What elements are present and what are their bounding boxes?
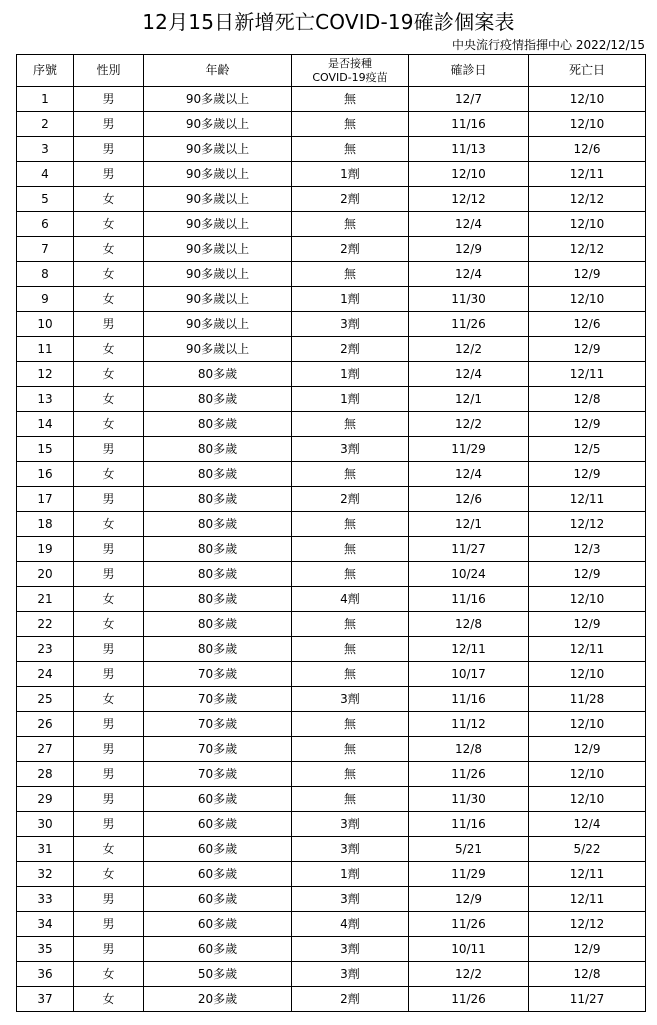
cell-seq: 24	[17, 662, 74, 687]
cell-death-date: 12/12	[529, 237, 646, 262]
cell-vaccine: 3劑	[292, 937, 409, 962]
cell-sex: 男	[74, 912, 144, 937]
table-row	[17, 562, 646, 587]
cell-vaccine: 無	[292, 412, 409, 437]
cell-sex: 男	[74, 812, 144, 837]
cell-age: 70多歲	[144, 712, 292, 737]
cell-death-date: 12/10	[529, 287, 646, 312]
cell-seq: 3	[17, 137, 74, 162]
cell-sex: 男	[74, 87, 144, 112]
cell-vaccine: 1劑	[292, 287, 409, 312]
cell-sex: 男	[74, 937, 144, 962]
cell-vaccine: 無	[292, 762, 409, 787]
cell-seq: 6	[17, 212, 74, 237]
cell-vaccine: 無	[292, 537, 409, 562]
table-row	[17, 987, 646, 1012]
cell-seq: 32	[17, 862, 74, 887]
cell-sex: 女	[74, 587, 144, 612]
cell-death-date: 12/9	[529, 337, 646, 362]
cell-seq: 4	[17, 162, 74, 187]
cell-death-date: 12/8	[529, 387, 646, 412]
cell-confirmed-date: 12/9	[409, 237, 529, 262]
cell-confirmed-date: 12/7	[409, 87, 529, 112]
cell-confirmed-date: 12/4	[409, 462, 529, 487]
table-row	[17, 587, 646, 612]
cell-seq: 28	[17, 762, 74, 787]
cell-death-date: 12/11	[529, 887, 646, 912]
document-title: 12月15日新增死亡COVID-19確診個案表	[142, 10, 515, 34]
cell-vaccine: 1劑	[292, 362, 409, 387]
table-row	[17, 862, 646, 887]
cell-death-date: 12/10	[529, 712, 646, 737]
cell-death-date: 12/10	[529, 662, 646, 687]
cell-vaccine: 無	[292, 562, 409, 587]
cell-vaccine: 2劑	[292, 337, 409, 362]
cell-death-date: 11/27	[529, 987, 646, 1012]
cell-seq: 26	[17, 712, 74, 737]
cell-sex: 女	[74, 187, 144, 212]
cell-seq: 23	[17, 637, 74, 662]
cell-sex: 男	[74, 487, 144, 512]
cell-vaccine: 3劑	[292, 837, 409, 862]
cell-age: 90多歲以上	[144, 262, 292, 287]
cell-death-date: 12/4	[529, 812, 646, 837]
cell-sex: 男	[74, 662, 144, 687]
table-row	[17, 687, 646, 712]
table-row	[17, 212, 646, 237]
table-row	[17, 162, 646, 187]
cell-confirmed-date: 11/16	[409, 112, 529, 137]
table-row	[17, 812, 646, 837]
cell-death-date: 11/28	[529, 687, 646, 712]
table-header	[17, 55, 646, 87]
cell-death-date: 12/9	[529, 462, 646, 487]
cell-confirmed-date: 11/27	[409, 537, 529, 562]
table-row	[17, 112, 646, 137]
cell-seq: 16	[17, 462, 74, 487]
cell-age: 80多歲	[144, 637, 292, 662]
cell-age: 90多歲以上	[144, 87, 292, 112]
cell-sex: 男	[74, 737, 144, 762]
cell-vaccine: 無	[292, 512, 409, 537]
table-row	[17, 462, 646, 487]
cell-sex: 女	[74, 687, 144, 712]
cell-seq: 9	[17, 287, 74, 312]
cell-death-date: 12/11	[529, 637, 646, 662]
cell-seq: 8	[17, 262, 74, 287]
table-row	[17, 312, 646, 337]
cell-vaccine: 無	[292, 462, 409, 487]
cell-age: 60多歲	[144, 862, 292, 887]
death-case-table	[16, 54, 646, 1012]
cell-confirmed-date: 11/30	[409, 787, 529, 812]
cell-death-date: 12/11	[529, 162, 646, 187]
cell-sex: 女	[74, 412, 144, 437]
cell-sex: 女	[74, 962, 144, 987]
table-row	[17, 437, 646, 462]
cell-seq: 37	[17, 987, 74, 1012]
cell-age: 20多歲	[144, 987, 292, 1012]
cell-seq: 30	[17, 812, 74, 837]
header-confirmed: 確診日	[409, 55, 529, 87]
cell-seq: 35	[17, 937, 74, 962]
cell-sex: 男	[74, 637, 144, 662]
cell-vaccine: 4劑	[292, 587, 409, 612]
cell-age: 80多歲	[144, 537, 292, 562]
cell-confirmed-date: 10/11	[409, 937, 529, 962]
cell-age: 60多歲	[144, 912, 292, 937]
cell-death-date: 12/12	[529, 512, 646, 537]
cell-confirmed-date: 12/11	[409, 637, 529, 662]
cell-age: 70多歲	[144, 737, 292, 762]
cell-confirmed-date: 12/9	[409, 887, 529, 912]
table-row	[17, 537, 646, 562]
cell-death-date: 12/10	[529, 112, 646, 137]
cell-confirmed-date: 10/24	[409, 562, 529, 587]
cell-age: 70多歲	[144, 662, 292, 687]
table-row	[17, 612, 646, 637]
cell-age: 90多歲以上	[144, 162, 292, 187]
table-row	[17, 262, 646, 287]
cell-age: 90多歲以上	[144, 287, 292, 312]
cell-seq: 20	[17, 562, 74, 587]
cell-death-date: 12/6	[529, 137, 646, 162]
cell-confirmed-date: 12/6	[409, 487, 529, 512]
cell-vaccine: 3劑	[292, 687, 409, 712]
table-row	[17, 387, 646, 412]
cell-confirmed-date: 12/4	[409, 362, 529, 387]
cell-sex: 女	[74, 262, 144, 287]
table-row	[17, 287, 646, 312]
cell-age: 70多歲	[144, 687, 292, 712]
cell-confirmed-date: 11/29	[409, 862, 529, 887]
cell-confirmed-date: 11/16	[409, 587, 529, 612]
cell-sex: 男	[74, 762, 144, 787]
cell-age: 80多歲	[144, 362, 292, 387]
cell-death-date: 12/3	[529, 537, 646, 562]
cell-vaccine: 無	[292, 262, 409, 287]
cell-sex: 女	[74, 287, 144, 312]
cell-seq: 5	[17, 187, 74, 212]
table-row	[17, 237, 646, 262]
table-row	[17, 637, 646, 662]
cell-vaccine: 無	[292, 137, 409, 162]
cell-death-date: 12/12	[529, 912, 646, 937]
cell-death-date: 5/22	[529, 837, 646, 862]
cell-sex: 男	[74, 787, 144, 812]
cell-seq: 1	[17, 87, 74, 112]
cell-seq: 34	[17, 912, 74, 937]
table-body	[17, 87, 646, 1012]
cell-seq: 22	[17, 612, 74, 637]
cell-death-date: 12/9	[529, 937, 646, 962]
cell-death-date: 12/9	[529, 412, 646, 437]
cell-seq: 7	[17, 237, 74, 262]
cell-death-date: 12/8	[529, 962, 646, 987]
cell-age: 80多歲	[144, 412, 292, 437]
cell-sex: 女	[74, 462, 144, 487]
cell-vaccine: 無	[292, 112, 409, 137]
table-row	[17, 712, 646, 737]
table-row	[17, 362, 646, 387]
table-row	[17, 187, 646, 212]
cell-age: 60多歲	[144, 937, 292, 962]
cell-confirmed-date: 10/17	[409, 662, 529, 687]
header-vaccine-line2: COVID-19疫苗	[312, 70, 388, 84]
table-row	[17, 662, 646, 687]
cell-confirmed-date: 12/8	[409, 612, 529, 637]
cell-confirmed-date: 12/2	[409, 962, 529, 987]
cell-confirmed-date: 11/29	[409, 437, 529, 462]
cell-seq: 13	[17, 387, 74, 412]
cell-sex: 女	[74, 862, 144, 887]
cell-confirmed-date: 11/30	[409, 287, 529, 312]
cell-vaccine: 3劑	[292, 812, 409, 837]
cell-vaccine: 2劑	[292, 187, 409, 212]
cell-seq: 18	[17, 512, 74, 537]
cell-confirmed-date: 11/26	[409, 912, 529, 937]
agency-date-line: 中央流行疫情指揮中心 2022/12/15	[452, 38, 645, 52]
cell-seq: 25	[17, 687, 74, 712]
cell-age: 80多歲	[144, 612, 292, 637]
cell-sex: 男	[74, 437, 144, 462]
cell-age: 90多歲以上	[144, 112, 292, 137]
cell-seq: 10	[17, 312, 74, 337]
cell-confirmed-date: 11/16	[409, 812, 529, 837]
cell-sex: 女	[74, 987, 144, 1012]
header-age: 年齡	[144, 55, 292, 87]
table-row	[17, 512, 646, 537]
header-death: 死亡日	[529, 55, 646, 87]
cell-vaccine: 2劑	[292, 487, 409, 512]
cell-confirmed-date: 12/4	[409, 262, 529, 287]
cell-seq: 14	[17, 412, 74, 437]
cell-age: 80多歲	[144, 462, 292, 487]
header-vaccine	[292, 55, 409, 87]
cell-sex: 女	[74, 362, 144, 387]
cell-sex: 女	[74, 387, 144, 412]
cell-vaccine: 無	[292, 637, 409, 662]
header-sex: 性別	[74, 55, 144, 87]
cell-age: 90多歲以上	[144, 212, 292, 237]
cell-death-date: 12/10	[529, 787, 646, 812]
cell-vaccine: 3劑	[292, 887, 409, 912]
cell-age: 90多歲以上	[144, 187, 292, 212]
cell-death-date: 12/9	[529, 737, 646, 762]
cell-age: 90多歲以上	[144, 237, 292, 262]
cell-seq: 33	[17, 887, 74, 912]
header-vaccine-line1: 是否接種	[328, 56, 372, 70]
cell-confirmed-date: 11/12	[409, 712, 529, 737]
table-row	[17, 962, 646, 987]
cell-sex: 女	[74, 337, 144, 362]
cell-death-date: 12/10	[529, 212, 646, 237]
cell-confirmed-date: 12/1	[409, 512, 529, 537]
cell-sex: 男	[74, 112, 144, 137]
cell-seq: 15	[17, 437, 74, 462]
table-row	[17, 837, 646, 862]
table-row	[17, 887, 646, 912]
cell-age: 90多歲以上	[144, 137, 292, 162]
header-row	[17, 55, 646, 87]
cell-death-date: 12/11	[529, 362, 646, 387]
cell-confirmed-date: 5/21	[409, 837, 529, 862]
cell-sex: 女	[74, 512, 144, 537]
cell-vaccine: 3劑	[292, 437, 409, 462]
cell-death-date: 12/10	[529, 762, 646, 787]
cell-confirmed-date: 12/1	[409, 387, 529, 412]
table-row	[17, 737, 646, 762]
cell-age: 90多歲以上	[144, 337, 292, 362]
table-row	[17, 87, 646, 112]
cell-vaccine: 無	[292, 787, 409, 812]
cell-vaccine: 無	[292, 737, 409, 762]
cell-vaccine: 無	[292, 712, 409, 737]
cell-confirmed-date: 12/2	[409, 412, 529, 437]
cell-sex: 男	[74, 562, 144, 587]
cell-death-date: 12/10	[529, 87, 646, 112]
cell-vaccine: 無	[292, 612, 409, 637]
cell-age: 80多歲	[144, 437, 292, 462]
cell-confirmed-date: 11/26	[409, 312, 529, 337]
table-row	[17, 137, 646, 162]
cell-confirmed-date: 11/13	[409, 137, 529, 162]
cell-seq: 31	[17, 837, 74, 862]
cell-seq: 29	[17, 787, 74, 812]
cell-death-date: 12/11	[529, 862, 646, 887]
cell-seq: 21	[17, 587, 74, 612]
cell-age: 80多歲	[144, 562, 292, 587]
cell-vaccine: 無	[292, 87, 409, 112]
cell-seq: 19	[17, 537, 74, 562]
cell-confirmed-date: 12/12	[409, 187, 529, 212]
cell-seq: 12	[17, 362, 74, 387]
cell-vaccine: 4劑	[292, 912, 409, 937]
table-row	[17, 937, 646, 962]
cell-seq: 36	[17, 962, 74, 987]
table-row	[17, 762, 646, 787]
cell-confirmed-date: 11/16	[409, 687, 529, 712]
cell-death-date: 12/12	[529, 187, 646, 212]
cell-age: 80多歲	[144, 512, 292, 537]
cell-death-date: 12/5	[529, 437, 646, 462]
cell-death-date: 12/6	[529, 312, 646, 337]
cell-confirmed-date: 11/26	[409, 762, 529, 787]
cell-sex: 女	[74, 837, 144, 862]
cell-vaccine: 3劑	[292, 962, 409, 987]
cell-sex: 女	[74, 237, 144, 262]
cell-sex: 男	[74, 712, 144, 737]
cell-age: 60多歲	[144, 812, 292, 837]
cell-sex: 女	[74, 612, 144, 637]
cell-age: 50多歲	[144, 962, 292, 987]
cell-age: 70多歲	[144, 762, 292, 787]
cell-sex: 男	[74, 162, 144, 187]
cell-confirmed-date: 12/8	[409, 737, 529, 762]
cell-vaccine: 2劑	[292, 237, 409, 262]
table-row	[17, 912, 646, 937]
cell-sex: 男	[74, 137, 144, 162]
cell-vaccine: 3劑	[292, 312, 409, 337]
cell-age: 60多歲	[144, 787, 292, 812]
table-row	[17, 412, 646, 437]
table-row	[17, 487, 646, 512]
cell-vaccine: 1劑	[292, 387, 409, 412]
cell-age: 60多歲	[144, 837, 292, 862]
cell-sex: 女	[74, 212, 144, 237]
table-row	[17, 787, 646, 812]
cell-death-date: 12/10	[529, 587, 646, 612]
cell-sex: 男	[74, 537, 144, 562]
cell-age: 60多歲	[144, 887, 292, 912]
cell-vaccine: 無	[292, 212, 409, 237]
cell-sex: 男	[74, 887, 144, 912]
cell-death-date: 12/9	[529, 562, 646, 587]
cell-confirmed-date: 11/26	[409, 987, 529, 1012]
cell-seq: 2	[17, 112, 74, 137]
cell-seq: 11	[17, 337, 74, 362]
cell-death-date: 12/9	[529, 612, 646, 637]
cell-age: 80多歲	[144, 387, 292, 412]
cell-vaccine: 無	[292, 662, 409, 687]
cell-seq: 27	[17, 737, 74, 762]
cell-age: 80多歲	[144, 487, 292, 512]
cell-death-date: 12/9	[529, 262, 646, 287]
cell-age: 80多歲	[144, 587, 292, 612]
table-row	[17, 337, 646, 362]
cell-seq: 17	[17, 487, 74, 512]
cell-confirmed-date: 12/10	[409, 162, 529, 187]
cell-confirmed-date: 12/4	[409, 212, 529, 237]
cell-sex: 男	[74, 312, 144, 337]
cell-vaccine: 2劑	[292, 987, 409, 1012]
cell-age: 90多歲以上	[144, 312, 292, 337]
cell-death-date: 12/11	[529, 487, 646, 512]
cell-vaccine: 1劑	[292, 162, 409, 187]
cell-vaccine: 1劑	[292, 862, 409, 887]
cell-confirmed-date: 12/2	[409, 337, 529, 362]
header-seq: 序號	[17, 55, 74, 87]
